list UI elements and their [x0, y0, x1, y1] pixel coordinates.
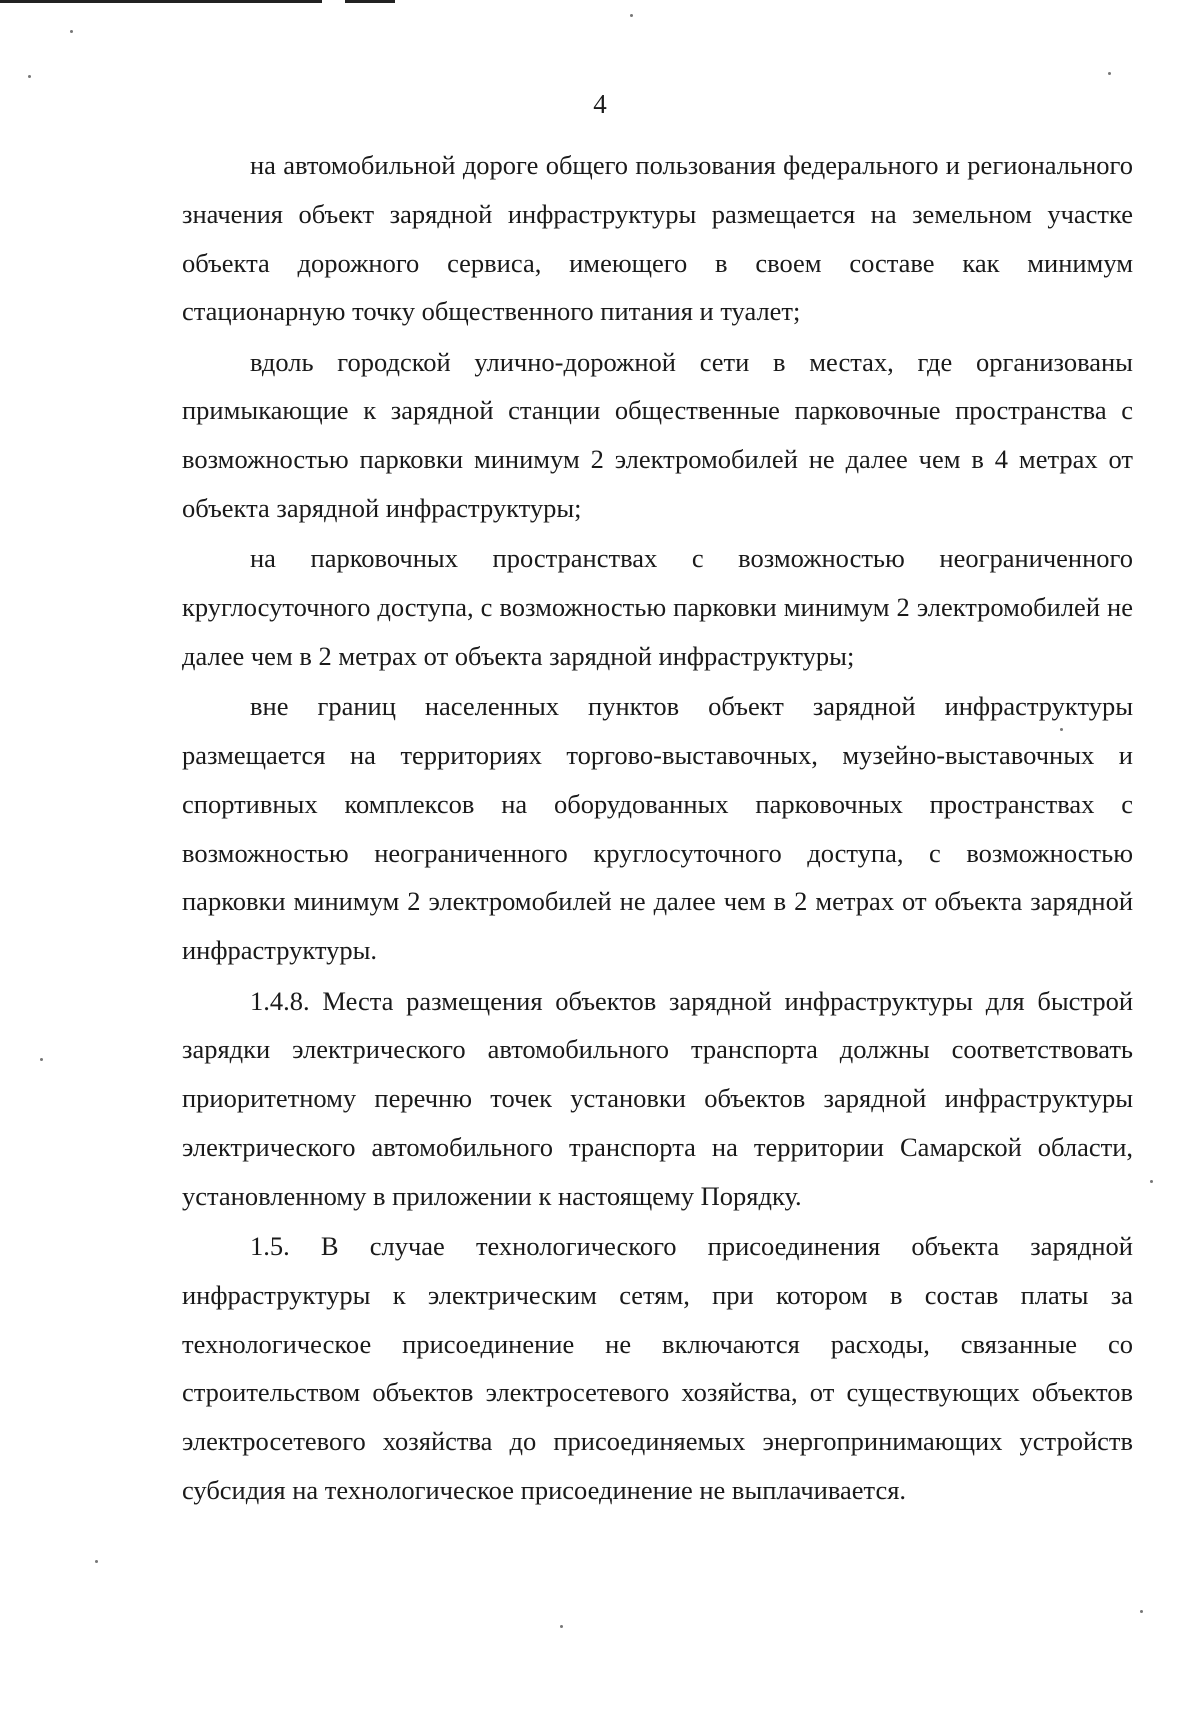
- paragraph-clause-1-4-8: 1.4.8. Места размещения объектов зарядной инфраструктуры для быстрой зарядки электрического автомобильного транспорта должны соответствовать приоритетному перечню точек установки объектов зарядной инфраструктуры электрического автомобильного транспорта на территории Самарской области, установленному в приложении к настоящему Порядку.: [182, 985, 1133, 1211]
- scan-speck: [1150, 1180, 1153, 1183]
- paragraph-city-street-placement: вдоль городской улично-дорожной сети в местах, где организованы примыкающие к зарядной станции общественные парковочные пространства с возможностью парковки минимум 2 электромобилей не далее чем в 4 метрах от объекта зарядной инфраструктуры;: [182, 346, 1133, 524]
- scan-speck: [560, 1625, 563, 1628]
- paragraph-parking-placement: на парковочных пространствах с возможностью неограниченного круглосуточного доступа, с возможностью парковки минимум 2 электромобилей не далее чем в 2 метрах от объекта зарядной инфраструктуры;: [182, 543, 1133, 671]
- scan-speck: [630, 14, 633, 17]
- paragraph-clause-1-5: 1.5. В случае технологического присоединения объекта зарядной инфраструктуры к электрическим сетям, при котором в состав платы за технологическое присоединение не включаются расходы, связанные со строительством объектов электросетевого хозяйства, от существующих объектов электросетевого хозяйства до присоединяемых энергопринимающих устройств субсидия на технологическое присоединение не выплачивается.: [182, 1231, 1133, 1506]
- scan-edge-mark: [345, 0, 395, 3]
- scan-speck: [1140, 1610, 1143, 1613]
- scan-edge-mark: [0, 0, 322, 3]
- scan-speck: [28, 75, 31, 78]
- scan-speck: [95, 1560, 98, 1563]
- paragraph-outside-settlements: вне границ населенных пунктов объект зарядной инфраструктуры размещается на территориях торгово-выставочных, музейно-выставочных и спортивных комплексов на оборудованных парковочных пространствах с возможностью неограниченного круглосуточного доступа, с возможностью парковки минимум 2 электромобилей не далее чем в 2 метрах от объекта зарядной инфраструктуры.: [182, 691, 1133, 966]
- document-body: [182, 141, 1133, 1515]
- scan-speck: [1108, 72, 1111, 75]
- scan-speck: [70, 30, 73, 33]
- paragraph-highway-placement: на автомобильной дороге общего пользования федерального и регионального значения объект зарядной инфраструктуры размещается на земельном участке объекта дорожного сервиса, имеющего в своем составе как минимум стационарную точку общественного питания и туалет;: [182, 150, 1133, 327]
- scan-speck: [40, 1058, 43, 1061]
- page-number: 4: [593, 89, 607, 119]
